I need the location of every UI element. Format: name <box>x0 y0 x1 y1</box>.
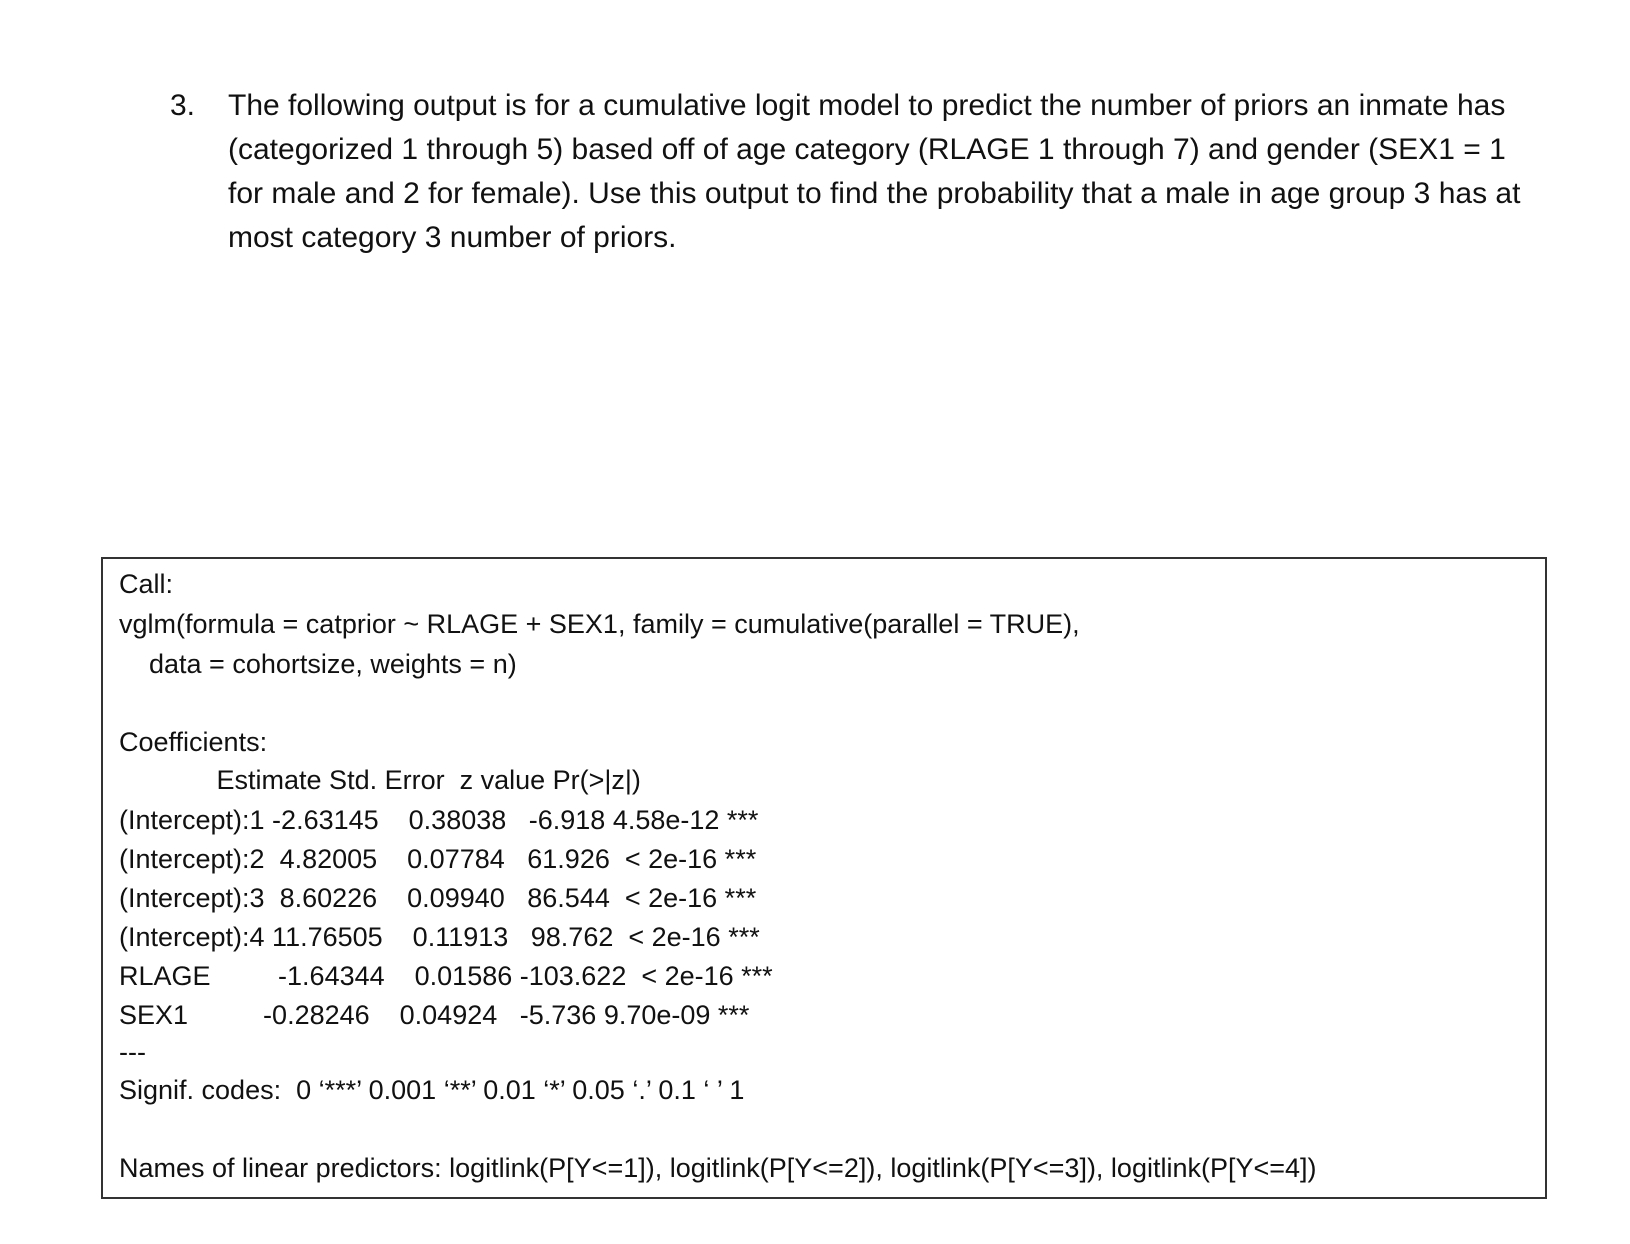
coef-row-intercept-3: (Intercept):3 8.60226 0.09940 86.544 < 2e-16 *** <box>119 883 757 913</box>
call-line-1: vglm(formula = catprior ~ RLAGE + SEX1, family = cumulative(parallel = TRUE), <box>119 609 1080 639</box>
question-number: 3. <box>170 89 196 122</box>
separator: --- <box>119 1037 146 1067</box>
call-line-2: data = cohortsize, weights = n) <box>119 649 517 679</box>
coef-row-rlage: RLAGE -1.64344 0.01586 -103.622 < 2e-16 *** <box>119 961 773 991</box>
coefficients-header: Estimate Std. Error z value Pr(>|z|) <box>119 765 641 795</box>
coef-row-intercept-2: (Intercept):2 4.82005 0.07784 61.926 < 2e-16 *** <box>119 844 757 874</box>
r-output-box <box>101 557 1547 1199</box>
coef-row-intercept-1: (Intercept):1 -2.63145 0.38038 -6.918 4.58e-12 *** <box>119 805 759 835</box>
linear-predictors: Names of linear predictors: logitlink(P[Y<=1]), logitlink(P[Y<=2]), logitlink(P[Y<=3]), logitlink(P[Y<=4]) <box>119 1153 1317 1183</box>
question <box>170 84 1550 260</box>
signif-codes: Signif. codes: 0 ‘***’ 0.001 ‘**’ 0.01 ‘*’ 0.05 ‘.’ 0.1 ‘ ’ 1 <box>119 1075 745 1105</box>
coef-row-intercept-4: (Intercept):4 11.76505 0.11913 98.762 < 2e-16 *** <box>119 922 760 952</box>
call-label: Call: <box>119 569 174 599</box>
question-text: The following output is for a cumulative logit model to predict the number of priors an inmate has (categorized 1 through 5) based off of age category (RLAGE 1 through 7) and gender (SEX1 = 1 for male and 2 for female). Use this output to find the probability that a male in age group 3 has at most category 3 number of priors. <box>228 89 1521 254</box>
coef-row-sex1: SEX1 -0.28246 0.04924 -5.736 9.70e-09 *** <box>119 1000 750 1030</box>
coefficients-label: Coefficients: <box>119 727 268 757</box>
